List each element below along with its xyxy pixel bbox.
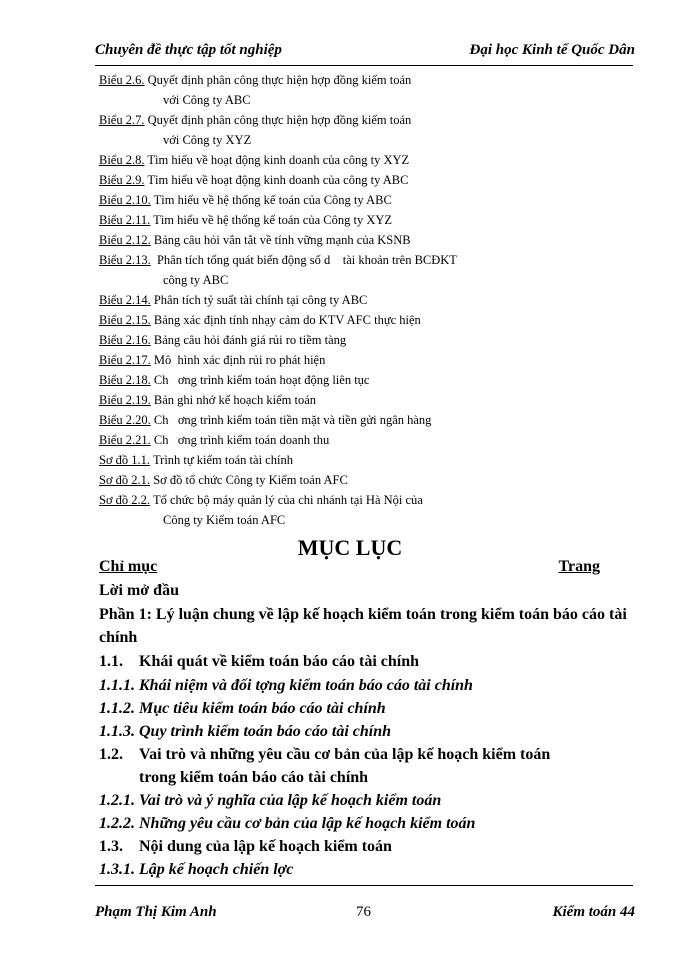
figure-label: Biểu 2.7. [99, 113, 145, 127]
section-title: Vai trò và những yêu cầu cơ bản của lập kế hoạch kiểm toán [139, 746, 551, 763]
figure-title: Mô hình xác định rủi ro phát hiện [150, 353, 326, 367]
figure-list-item[interactable] [99, 450, 293, 470]
toc-section-1-1-1[interactable]: 1.1.1. Khái niệm và đối tợng kiểm toán báo cáo tài chính [99, 677, 473, 694]
toc-section-1-2[interactable] [99, 746, 550, 764]
toc-part-1[interactable]: Phần 1: Lý luận chung về lập kế hoạch kiểm toán trong kiểm toán báo cáo tài [99, 606, 627, 623]
section-number: 1.3. [99, 838, 123, 855]
figure-list-item[interactable] [99, 390, 316, 410]
toc-section-1-1-3[interactable]: 1.1.3. Quy trình kiểm toán báo cáo tài chính [99, 723, 392, 740]
figure-label: Biểu 2.10. [99, 193, 151, 207]
figure-title-continuation: công ty ABC [163, 273, 229, 287]
figure-label: Biểu 2.9. [99, 173, 145, 187]
figure-label: Biểu 2.19. [99, 393, 151, 407]
figure-title: Trình tự kiểm toán tài chính [150, 453, 293, 467]
figure-list-item[interactable] [99, 230, 411, 250]
figure-list-item[interactable] [99, 250, 457, 290]
figure-list-item[interactable] [99, 330, 346, 350]
toc-section-1-3[interactable] [99, 838, 392, 856]
toc-section-1-1-2[interactable]: 1.1.2. Mục tiêu kiểm toán báo cáo tài chính [99, 700, 386, 717]
toc-column-page: Trang [558, 558, 600, 575]
toc-title: MỤC LỤC [297, 535, 403, 560]
figure-title: Quyết định phân công thực hiện hợp đồng kiểm toán [144, 113, 412, 127]
figure-list-item[interactable] [99, 150, 409, 170]
toc-column-index: Chỉ mục [99, 558, 158, 575]
figure-title: Phân tích tỷ suất tài chính tại công ty ABC [150, 293, 368, 307]
figure-title: Ch ơng trình kiểm toán tiền mặt và tiền gửi ngân hàng [150, 413, 432, 427]
figure-title: Tìm hiểu về hoạt động kinh doanh của công ty XYZ [144, 153, 410, 167]
figure-label: Biểu 2.16. [99, 333, 151, 347]
footer-class: Kiểm toán 44 [552, 904, 635, 920]
figure-title: Tổ chức bộ máy quản lý của chi nhánh tại Hà Nội của [150, 493, 423, 507]
figure-list-item[interactable] [99, 430, 329, 450]
figure-title: Quyết định phân công thực hiện hợp đồng kiểm toán [144, 73, 412, 87]
figure-title: Tìm hiểu về hoạt động kinh doanh của công ty ABC [144, 173, 409, 187]
figure-label: Biểu 2.18. [99, 373, 151, 387]
figure-label: Biểu 2.21. [99, 433, 151, 447]
figure-title: Bảng xác định tính nhạy cảm do KTV AFC thực hiện [150, 313, 421, 327]
toc-section-1-2-2[interactable]: 1.2.2. Những yêu cầu cơ bản của lập kế hoạch kiểm toán [99, 815, 476, 832]
figure-list-item[interactable] [99, 170, 408, 190]
figure-title: Bảng câu hỏi đánh giá rủi ro tiềm tàng [150, 333, 347, 347]
figure-label: Biểu 2.13. [99, 253, 151, 267]
figure-label: Biểu 2.12. [99, 233, 151, 247]
figure-title: Bảng câu hỏi vắn tắt về tính vững mạnh của KSNB [150, 233, 411, 247]
header-right-title: Đại học Kinh tế Quốc Dân [469, 42, 635, 58]
figure-label: Biểu 2.6. [99, 73, 145, 87]
figure-title-continuation: Công ty Kiểm toán AFC [163, 513, 286, 527]
figure-list-item[interactable] [99, 70, 411, 110]
section-number: 1.1. [99, 653, 123, 670]
toc-section-1-3-1[interactable]: 1.3.1. Lập kế hoạch chiến lợc [99, 861, 294, 878]
toc-section-1-2-cont[interactable]: trong kiểm toán báo cáo tài chính [139, 769, 369, 786]
page-number: 76 [356, 904, 371, 920]
figure-title-continuation: với Công ty XYZ [163, 133, 252, 147]
figure-label: Sơ đồ 2.2. [99, 493, 151, 507]
section-title: Nội dung của lập kế hoạch kiểm toán [139, 838, 392, 855]
figure-list-item[interactable] [99, 190, 392, 210]
footer-rule [95, 885, 633, 886]
figure-title: Ch ơng trình kiểm toán doanh thu [150, 433, 330, 447]
toc-section-1-2-1[interactable]: 1.2.1. Vai trò và ý nghĩa của lập kế hoạch kiểm toán [99, 792, 442, 809]
figure-list-item[interactable] [99, 210, 392, 230]
header-left-title: Chuyên đề thực tập tốt nghiệp [95, 42, 282, 58]
toc-part-1-cont[interactable]: chính [99, 629, 138, 646]
figure-list-item[interactable] [99, 370, 369, 390]
figure-title: Phân tích tổng quát biến động số d tài khoản trên BCĐKT [150, 253, 457, 267]
figure-title: Bản ghi nhớ kế hoạch kiểm toán [150, 393, 316, 407]
figure-list-item[interactable] [99, 350, 325, 370]
figure-label: Biểu 2.17. [99, 353, 151, 367]
header-rule [95, 65, 633, 66]
section-number: 1.2. [99, 746, 123, 763]
figure-list-item[interactable] [99, 410, 431, 430]
footer-author: Phạm Thị Kim Anh [95, 904, 217, 920]
figure-label: Biểu 2.14. [99, 293, 151, 307]
figure-list-item[interactable] [99, 290, 367, 310]
section-title: Khái quát về kiểm toán báo cáo tài chính [139, 653, 420, 670]
figure-list-item[interactable] [99, 470, 348, 490]
figure-label: Sơ đồ 2.1. [99, 473, 151, 487]
figure-label: Biểu 2.8. [99, 153, 145, 167]
figure-title: Ch ơng trình kiểm toán hoạt động liên tục [150, 373, 370, 387]
figure-title: Sơ đồ tổ chức Công ty Kiểm toán AFC [150, 473, 348, 487]
toc-intro[interactable]: Lời mở đầu [99, 582, 179, 599]
figure-list-item[interactable] [99, 110, 411, 150]
figure-list-item[interactable] [99, 490, 423, 530]
toc-section-1-1[interactable] [99, 653, 419, 671]
figure-label: Biểu 2.15. [99, 313, 151, 327]
figure-label: Biểu 2.20. [99, 413, 151, 427]
figure-title: Tìm hiểu về hệ thống kế toán của Công ty XYZ [150, 213, 393, 227]
figure-label: Biểu 2.11. [99, 213, 151, 227]
figure-label: Sơ đồ 1.1. [99, 453, 151, 467]
figure-title-continuation: với Công ty ABC [163, 93, 251, 107]
figure-list-item[interactable] [99, 310, 421, 330]
figure-title: Tìm hiểu về hệ thống kế toán của Công ty ABC [150, 193, 392, 207]
